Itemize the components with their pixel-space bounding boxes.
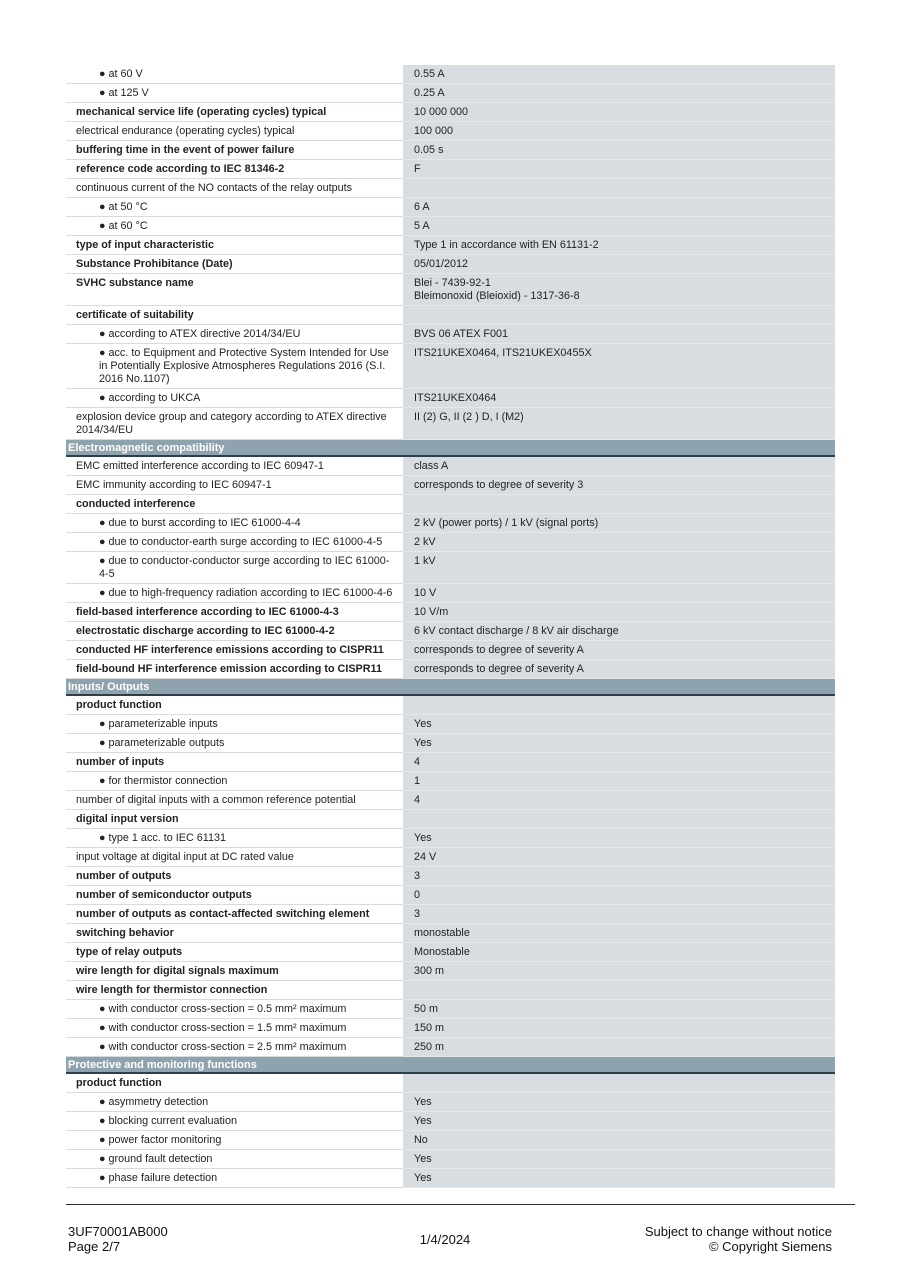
spec-row bbox=[66, 1150, 835, 1169]
spec-label: ● asymmetry detection bbox=[66, 1093, 403, 1112]
spec-label: field-based interference according to IEC 61000-4-3 bbox=[66, 603, 403, 622]
spec-table bbox=[66, 65, 835, 1188]
spec-label: product function bbox=[66, 696, 403, 715]
spec-value bbox=[403, 495, 835, 514]
spec-label: Substance Prohibitance (Date) bbox=[66, 255, 403, 274]
spec-value: 1 kV bbox=[403, 552, 835, 584]
spec-label: ● with conductor cross-section = 1.5 mm² maximum bbox=[66, 1019, 403, 1038]
spec-row bbox=[66, 495, 835, 514]
spec-label: conducted interference bbox=[66, 495, 403, 514]
section-header: Electromagnetic compatibility bbox=[66, 440, 835, 457]
spec-row bbox=[66, 344, 835, 389]
spec-label: EMC emitted interference according to IEC 60947-1 bbox=[66, 457, 403, 476]
spec-row bbox=[66, 1169, 835, 1188]
spec-value: monostable bbox=[403, 924, 835, 943]
spec-label: electrostatic discharge according to IEC 61000-4-2 bbox=[66, 622, 403, 641]
spec-value: 3 bbox=[403, 905, 835, 924]
spec-label: conducted HF interference emissions according to CISPR11 bbox=[66, 641, 403, 660]
spec-value: II (2) G, II (2 ) D, I (M2) bbox=[403, 408, 835, 440]
spec-row bbox=[66, 715, 835, 734]
spec-label: ● at 50 °C bbox=[66, 198, 403, 217]
spec-row bbox=[66, 905, 835, 924]
spec-label: certificate of suitability bbox=[66, 306, 403, 325]
spec-row bbox=[66, 65, 835, 84]
spec-row bbox=[66, 389, 835, 408]
spec-value: corresponds to degree of severity A bbox=[403, 660, 835, 679]
spec-row bbox=[66, 103, 835, 122]
spec-value: Yes bbox=[403, 1093, 835, 1112]
spec-value bbox=[403, 1074, 835, 1093]
spec-label: SVHC substance name bbox=[66, 274, 403, 306]
spec-value: 24 V bbox=[403, 848, 835, 867]
spec-label: explosion device group and category according to ATEX directive 2014/34/EU bbox=[66, 408, 403, 440]
spec-value: ITS21UKEX0464 bbox=[403, 389, 835, 408]
spec-row bbox=[66, 622, 835, 641]
spec-row bbox=[66, 1038, 835, 1057]
spec-value: Yes bbox=[403, 734, 835, 753]
spec-value: Monostable bbox=[403, 943, 835, 962]
spec-value: 6 A bbox=[403, 198, 835, 217]
spec-value: corresponds to degree of severity 3 bbox=[403, 476, 835, 495]
spec-value bbox=[403, 179, 835, 198]
spec-value: 0 bbox=[403, 886, 835, 905]
spec-label: number of outputs as contact-affected switching element bbox=[66, 905, 403, 924]
spec-value: Yes bbox=[403, 829, 835, 848]
spec-row bbox=[66, 408, 835, 440]
spec-row bbox=[66, 829, 835, 848]
footer-left bbox=[68, 1224, 168, 1254]
spec-row bbox=[66, 476, 835, 495]
spec-row bbox=[66, 848, 835, 867]
spec-label: ● due to conductor-conductor surge according to IEC 61000-4-5 bbox=[66, 552, 403, 584]
spec-label: input voltage at digital input at DC rated value bbox=[66, 848, 403, 867]
spec-label: reference code according to IEC 81346-2 bbox=[66, 160, 403, 179]
spec-label: ● at 60 V bbox=[66, 65, 403, 84]
spec-row bbox=[66, 1131, 835, 1150]
spec-row bbox=[66, 943, 835, 962]
footer-right bbox=[645, 1224, 832, 1254]
footer-divider bbox=[66, 1204, 855, 1205]
spec-label: mechanical service life (operating cycles) typical bbox=[66, 103, 403, 122]
spec-value: 4 bbox=[403, 753, 835, 772]
spec-value: 50 m bbox=[403, 1000, 835, 1019]
spec-label: ● parameterizable inputs bbox=[66, 715, 403, 734]
spec-value: 300 m bbox=[403, 962, 835, 981]
spec-label: ● due to burst according to IEC 61000-4-4 bbox=[66, 514, 403, 533]
spec-label: continuous current of the NO contacts of the relay outputs bbox=[66, 179, 403, 198]
spec-value: Yes bbox=[403, 1112, 835, 1131]
spec-row bbox=[66, 122, 835, 141]
spec-label: ● at 60 °C bbox=[66, 217, 403, 236]
spec-value: 0.25 A bbox=[403, 84, 835, 103]
spec-value bbox=[403, 696, 835, 715]
spec-label: product function bbox=[66, 1074, 403, 1093]
spec-label: ● power factor monitoring bbox=[66, 1131, 403, 1150]
spec-label: ● due to conductor-earth surge according to IEC 61000-4-5 bbox=[66, 533, 403, 552]
spec-value: 4 bbox=[403, 791, 835, 810]
spec-value bbox=[403, 981, 835, 1000]
spec-value: F bbox=[403, 160, 835, 179]
spec-row bbox=[66, 1074, 835, 1093]
spec-row bbox=[66, 217, 835, 236]
section-header: Protective and monitoring functions bbox=[66, 1057, 835, 1074]
spec-label: ● according to ATEX directive 2014/34/EU bbox=[66, 325, 403, 344]
spec-value: 0.05 s bbox=[403, 141, 835, 160]
spec-value: 0.55 A bbox=[403, 65, 835, 84]
spec-label: EMC immunity according to IEC 60947-1 bbox=[66, 476, 403, 495]
spec-row bbox=[66, 584, 835, 603]
spec-label: wire length for digital signals maximum bbox=[66, 962, 403, 981]
spec-row bbox=[66, 734, 835, 753]
spec-row bbox=[66, 1093, 835, 1112]
spec-label: ● ground fault detection bbox=[66, 1150, 403, 1169]
spec-row bbox=[66, 274, 835, 306]
spec-row bbox=[66, 791, 835, 810]
spec-value: 5 A bbox=[403, 217, 835, 236]
spec-row bbox=[66, 886, 835, 905]
spec-label: type of input characteristic bbox=[66, 236, 403, 255]
spec-value: 2 kV bbox=[403, 533, 835, 552]
spec-value: 150 m bbox=[403, 1019, 835, 1038]
spec-value: 2 kV (power ports) / 1 kV (signal ports) bbox=[403, 514, 835, 533]
spec-value: 10 V bbox=[403, 584, 835, 603]
spec-row bbox=[66, 660, 835, 679]
spec-value: 05/01/2012 bbox=[403, 255, 835, 274]
spec-value: 1 bbox=[403, 772, 835, 791]
spec-label: electrical endurance (operating cycles) typical bbox=[66, 122, 403, 141]
spec-label: ● phase failure detection bbox=[66, 1169, 403, 1188]
spec-label: ● at 125 V bbox=[66, 84, 403, 103]
spec-label: ● type 1 acc. to IEC 61131 bbox=[66, 829, 403, 848]
spec-value: corresponds to degree of severity A bbox=[403, 641, 835, 660]
spec-row bbox=[66, 306, 835, 325]
footer-date: 1/4/2024 bbox=[419, 1232, 471, 1247]
spec-label: ● blocking current evaluation bbox=[66, 1112, 403, 1131]
spec-row bbox=[66, 552, 835, 584]
spec-value: Yes bbox=[403, 1169, 835, 1188]
section-header: Inputs/ Outputs bbox=[66, 679, 835, 696]
page-number: Page 2/7 bbox=[68, 1239, 121, 1254]
spec-value: 6 kV contact discharge / 8 kV air discharge bbox=[403, 622, 835, 641]
spec-value: 10 V/m bbox=[403, 603, 835, 622]
spec-row bbox=[66, 867, 835, 886]
spec-label: ● acc. to Equipment and Protective System Intended for Use in Potentially Explosive Atmospheres Regulations 2016 (S.I. 2016 No.1107) bbox=[66, 344, 403, 389]
spec-label: number of outputs bbox=[66, 867, 403, 886]
spec-value: BVS 06 ATEX F001 bbox=[403, 325, 835, 344]
spec-label: ● according to UKCA bbox=[66, 389, 403, 408]
spec-label: ● with conductor cross-section = 2.5 mm² maximum bbox=[66, 1038, 403, 1057]
spec-value: Type 1 in accordance with EN 61131-2 bbox=[403, 236, 835, 255]
spec-row bbox=[66, 236, 835, 255]
spec-row bbox=[66, 533, 835, 552]
spec-row bbox=[66, 198, 835, 217]
spec-label: field-bound HF interference emission according to CISPR11 bbox=[66, 660, 403, 679]
spec-label: ● parameterizable outputs bbox=[66, 734, 403, 753]
spec-row bbox=[66, 924, 835, 943]
spec-value: class A bbox=[403, 457, 835, 476]
spec-row bbox=[66, 603, 835, 622]
spec-value: 10 000 000 bbox=[403, 103, 835, 122]
spec-value: No bbox=[403, 1131, 835, 1150]
spec-row bbox=[66, 696, 835, 715]
spec-row bbox=[66, 457, 835, 476]
spec-row bbox=[66, 1019, 835, 1038]
article-number: 3UF70001AB000 bbox=[68, 1224, 168, 1239]
spec-value: ITS21UKEX0464, ITS21UKEX0455X bbox=[403, 344, 835, 389]
spec-value: 250 m bbox=[403, 1038, 835, 1057]
copyright: © Copyright Siemens bbox=[708, 1239, 832, 1254]
spec-label: number of semiconductor outputs bbox=[66, 886, 403, 905]
spec-label: ● due to high-frequency radiation according to IEC 61000-4-6 bbox=[66, 584, 403, 603]
spec-row bbox=[66, 325, 835, 344]
spec-label: switching behavior bbox=[66, 924, 403, 943]
change-notice: Subject to change without notice bbox=[644, 1224, 832, 1239]
spec-label: number of digital inputs with a common reference potential bbox=[66, 791, 403, 810]
spec-value bbox=[403, 810, 835, 829]
spec-row bbox=[66, 810, 835, 829]
spec-row bbox=[66, 1112, 835, 1131]
spec-row bbox=[66, 84, 835, 103]
spec-value: Blei - 7439-92-1 Bleimonoxid (Bleioxid) - 1317-36-8 bbox=[403, 274, 835, 306]
spec-row bbox=[66, 255, 835, 274]
spec-row bbox=[66, 514, 835, 533]
spec-row bbox=[66, 1000, 835, 1019]
spec-value: 3 bbox=[403, 867, 835, 886]
spec-row bbox=[66, 772, 835, 791]
spec-label: type of relay outputs bbox=[66, 943, 403, 962]
spec-row bbox=[66, 981, 835, 1000]
spec-row bbox=[66, 641, 835, 660]
spec-value: Yes bbox=[403, 715, 835, 734]
spec-value: 100 000 bbox=[403, 122, 835, 141]
spec-label: ● for thermistor connection bbox=[66, 772, 403, 791]
spec-row bbox=[66, 160, 835, 179]
spec-label: buffering time in the event of power failure bbox=[66, 141, 403, 160]
spec-value: Yes bbox=[403, 1150, 835, 1169]
spec-label: number of inputs bbox=[66, 753, 403, 772]
spec-label: ● with conductor cross-section = 0.5 mm² maximum bbox=[66, 1000, 403, 1019]
spec-row bbox=[66, 179, 835, 198]
spec-row bbox=[66, 962, 835, 981]
spec-label: digital input version bbox=[66, 810, 403, 829]
spec-value bbox=[403, 306, 835, 325]
spec-row bbox=[66, 753, 835, 772]
spec-label: wire length for thermistor connection bbox=[66, 981, 403, 1000]
spec-row bbox=[66, 141, 835, 160]
